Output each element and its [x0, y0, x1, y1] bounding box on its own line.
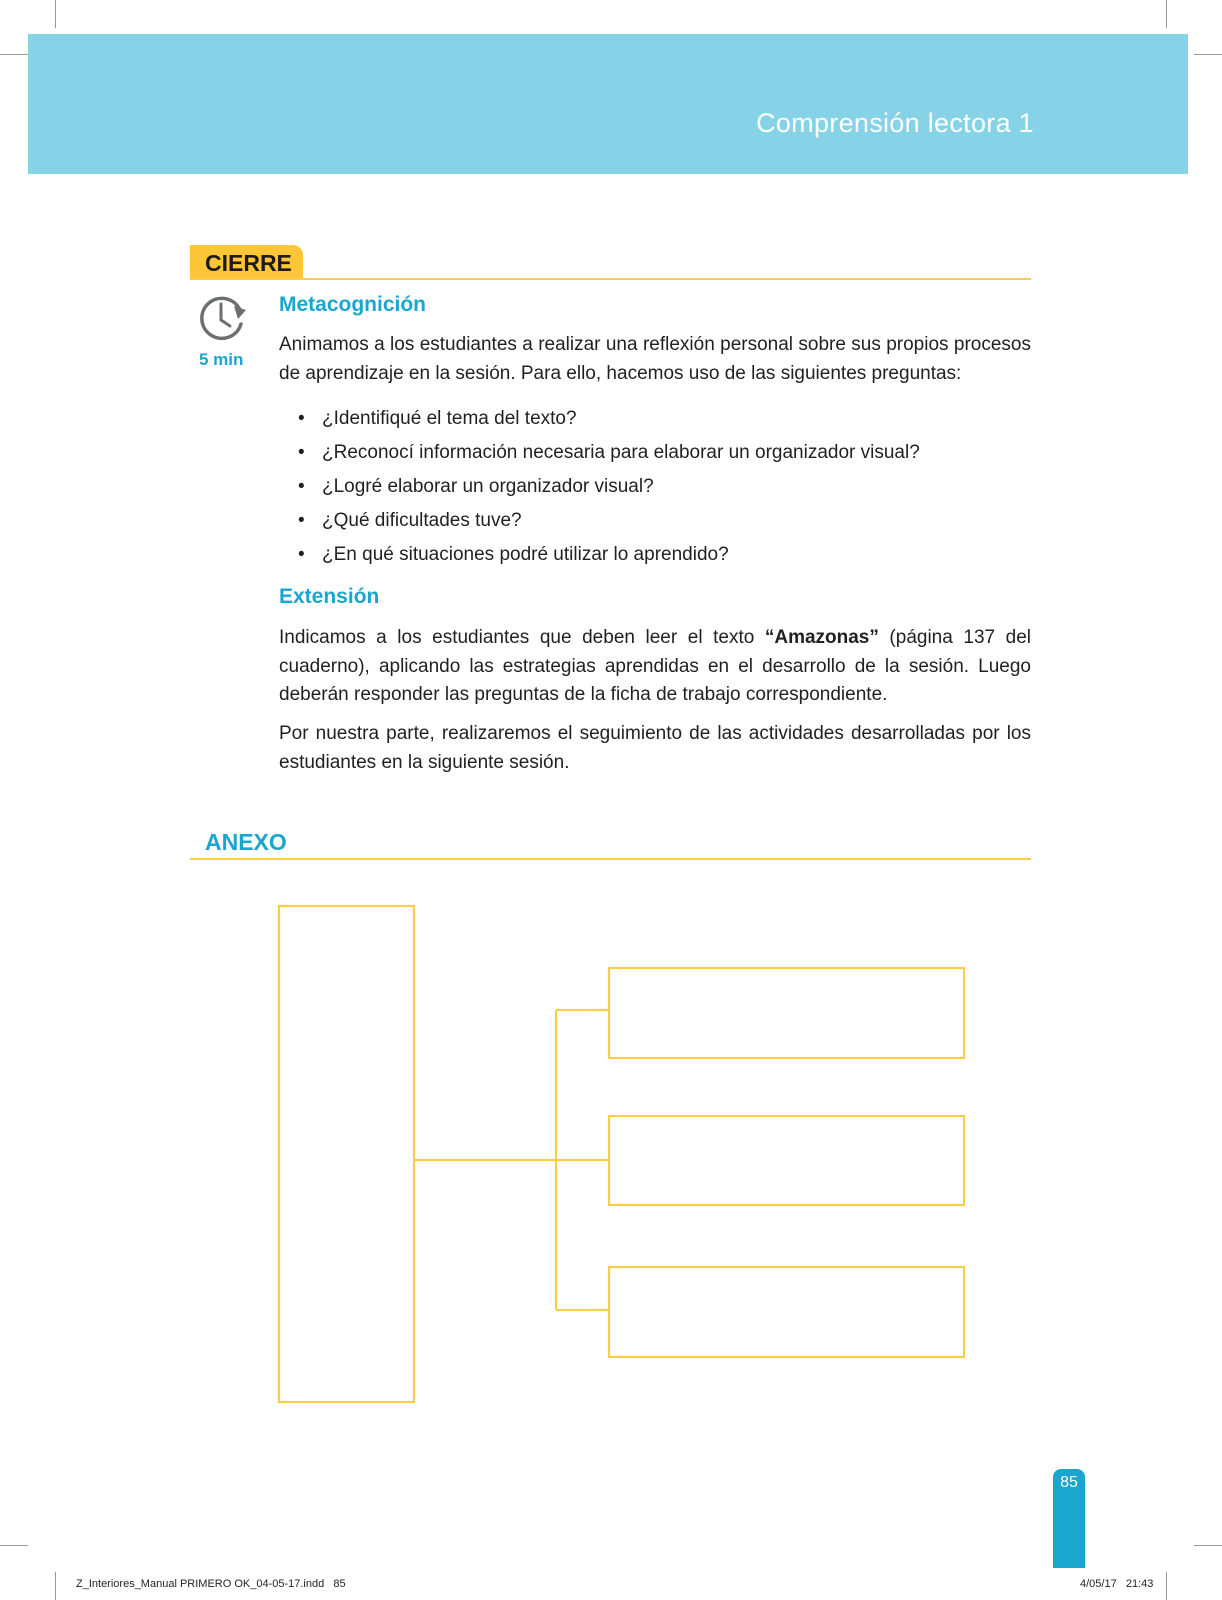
extension-text: (página 137 del cuaderno), aplicando las estrategias aprendidas en el desarrollo de la sesión. Luego deberán responder las preguntas de la ficha de trabajo correspondiente. [279, 627, 1031, 705]
question-text: ¿En qué situaciones podré utilizar lo aprendido? [322, 544, 729, 565]
organizer-branch-box [609, 968, 964, 1058]
list-item: • ¿Qué dificultades tuve? [298, 510, 522, 531]
cierre-tab: CIERRE [190, 245, 303, 280]
extension-text: Indicamos a los estudiantes que deben leer el texto [279, 627, 765, 648]
extension-paragraph-1 [279, 624, 1031, 710]
crop-mark [0, 1545, 28, 1546]
crop-mark [1194, 1545, 1222, 1546]
list-item: • ¿Logré elaborar un organizador visual? [298, 476, 654, 497]
list-item: • ¿En qué situaciones podré utilizar lo aprendido? [298, 544, 729, 565]
amazonas-title: “Amazonas” [764, 627, 879, 648]
metacognicion-heading: Metacognición [279, 293, 427, 316]
organizer-branch-box [609, 1267, 964, 1357]
crop-mark [1194, 54, 1222, 55]
crop-mark [55, 1572, 56, 1600]
anexo-rule [190, 858, 1031, 860]
slug-timestamp: 4/05/17 21:43 [1080, 1578, 1154, 1590]
organizer-main-box [279, 906, 414, 1402]
page-number: 85 [1060, 1474, 1078, 1491]
time-label: 5 min [199, 350, 244, 369]
list-item: • ¿Reconocí información necesaria para elaborar un organizador visual? [298, 442, 920, 463]
question-text: ¿Identifiqué el tema del texto? [322, 408, 577, 429]
clock-icon [196, 292, 248, 344]
question-list [298, 404, 920, 574]
organizer-branch-box [609, 1116, 964, 1205]
question-text: ¿Qué dificultades tuve? [322, 510, 522, 531]
question-text: ¿Reconocí información necesaria para elaborar un organizador visual? [322, 442, 920, 463]
header-title: Comprensión lectora 1 [756, 108, 1034, 138]
extension-paragraph-2: Por nuestra parte, realizaremos el seguimiento de las actividades desarrolladas por los estudiantes en la siguiente sesión. [279, 723, 1031, 773]
extension-heading: Extensión [279, 585, 380, 608]
slug-filename: Z_Interiores_Manual PRIMERO OK_04-05-17.indd 85 [76, 1578, 346, 1590]
crop-mark [0, 54, 28, 55]
anexo-title: ANEXO [205, 829, 287, 855]
list-item: • ¿Identifiqué el tema del texto? [298, 408, 577, 429]
crop-mark [55, 0, 56, 28]
header-band [28, 34, 1188, 174]
question-text: ¿Logré elaborar un organizador visual? [322, 476, 654, 497]
metacognicion-intro: Animamos a los estudiantes a realizar una reflexión personal sobre sus propios procesos de aprendizaje en la sesión. Para ello, hacemos uso de las siguientes preguntas: [279, 334, 1031, 384]
crop-mark [1166, 0, 1167, 28]
cierre-rule [190, 278, 1031, 280]
crop-mark [1166, 1572, 1167, 1600]
